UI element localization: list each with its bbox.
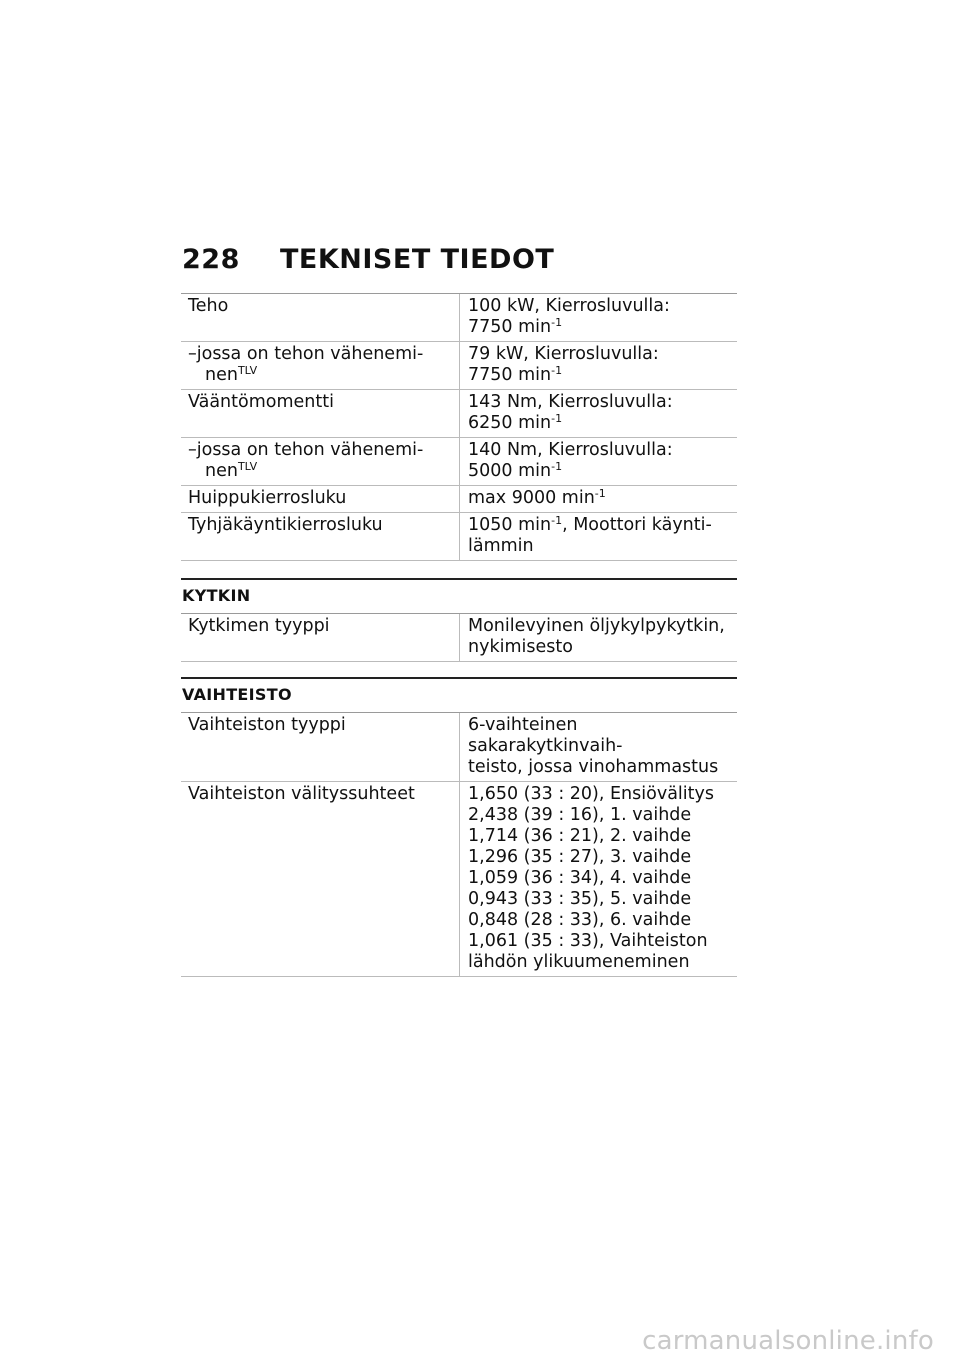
watermark: carmanualsonline.info [642, 1326, 934, 1356]
table-row [181, 390, 737, 438]
row-label: –jossa on tehon vähenemi- nen$^{TLV}$ [181, 342, 460, 390]
ratio-line: 0,848 (28 : 33), 6. vaihde [468, 910, 692, 930]
table-row [181, 614, 737, 662]
clutch-spec-table [181, 613, 737, 662]
engine-spec-section [181, 293, 737, 561]
section-title-gearbox: VAIHTEISTO [182, 685, 292, 704]
table-row [181, 438, 737, 486]
gearbox-section [181, 677, 737, 977]
row-label: Huippukierrosluku [181, 486, 460, 513]
ratio-line: 1,059 (36 : 34), 4. vaihde [468, 868, 692, 888]
table-row [181, 782, 737, 977]
ratio-line: lähdön ylikuumeneminen [468, 952, 690, 972]
row-value: 140 Nm, Kierrosluvulla: 5000 $\min^{-1}$ [460, 438, 738, 486]
table-row [181, 342, 737, 390]
ratio-line: 1,650 (33 : 20), Ensiövälitys [468, 784, 714, 804]
row-label: Vaihteiston välityssuhteet [181, 782, 460, 977]
row-value: max 9000 $\min^{-1}$ [460, 486, 738, 513]
ratio-line: 2,438 (39 : 16), 1. vaihde [468, 805, 692, 825]
page-number: 228 [182, 244, 240, 275]
row-label: Vääntömomentti [181, 390, 460, 438]
ratio-line: 1,714 (36 : 21), 2. vaihde [468, 826, 692, 846]
page-title: TEKNISET TIEDOT [280, 244, 555, 275]
table-row [181, 713, 737, 782]
row-label: Vaihteiston tyyppi [181, 713, 460, 782]
ratio-line: 1,296 (35 : 27), 3. vaihde [468, 847, 692, 867]
row-value: 6-vaihteinen sakarakytkinvaih- teisto, jossa vinohammastus [460, 713, 738, 782]
section-divider [181, 578, 737, 580]
ratio-line: 1,061 (35 : 33), Vaihteiston [468, 931, 708, 951]
table-row [181, 294, 737, 342]
table-row [181, 513, 737, 561]
row-value: 100 kW, Kierrosluvulla: 7750 $\min^{-1}$ [460, 294, 738, 342]
row-label: Tyhjäkäyntikierrosluku [181, 513, 460, 561]
engine-spec-table [181, 293, 737, 561]
table-row [181, 486, 737, 513]
ratio-line: 0,943 (33 : 35), 5. vaihde [468, 889, 692, 909]
row-value: Monilevyinen öljykylpykytkin, nykimisesto [460, 614, 738, 662]
section-title-clutch: KYTKIN [182, 586, 251, 605]
section-divider [181, 677, 737, 679]
row-label: Teho [181, 294, 460, 342]
row-label: –jossa on tehon vähenemi- nen$^{TLV}$ [181, 438, 460, 486]
row-value: 143 Nm, Kierrosluvulla: 6250 $\min^{-1}$ [460, 390, 738, 438]
clutch-section [181, 578, 737, 662]
page-header [182, 244, 554, 275]
row-value [460, 782, 738, 977]
row-value: 1050 $\min^{-1}$, Moottori käynti- lämmin [460, 513, 738, 561]
row-value: 79 kW, Kierrosluvulla: 7750 $\min^{-1}$ [460, 342, 738, 390]
gearbox-spec-table [181, 712, 737, 977]
row-label: Kytkimen tyyppi [181, 614, 460, 662]
